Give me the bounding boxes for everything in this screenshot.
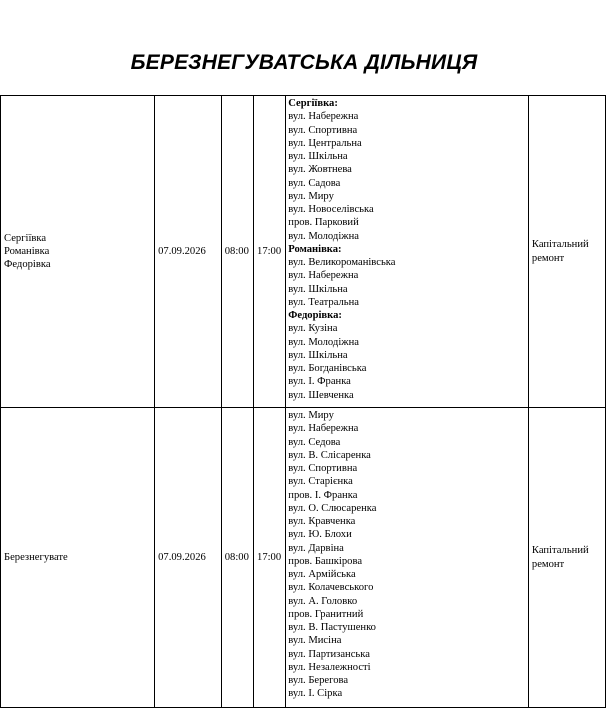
street-item: вул. О. Слюсаренка	[288, 502, 377, 514]
time-end-cell: 17:00	[254, 408, 286, 708]
street-item: вул. Шевченка	[288, 389, 354, 401]
table-row	[1, 408, 606, 708]
street-item: вул. В. Слісаренка	[288, 449, 371, 461]
street-item: вул. Ю. Блохи	[288, 529, 352, 541]
street-item: вул. А. Головко	[288, 595, 358, 607]
street-item: вул. І. Франка	[288, 376, 351, 388]
settlement-name: Березнегувате	[4, 551, 68, 563]
street-item: вул. Великороманівська	[288, 257, 396, 268]
street-item: вул. Старієнка	[288, 476, 353, 488]
street-item: пров. Парковий	[288, 217, 359, 229]
work-type-line: ремонт	[531, 558, 565, 570]
street-item: вул. Армійська	[288, 569, 356, 580]
street-item: вул. Садова	[288, 177, 341, 189]
street-item: вул. Спортивна	[288, 124, 358, 136]
street-item: вул. Кравченка	[288, 516, 356, 527]
street-item: вул. Седова	[288, 436, 341, 448]
work-type-line: Капітальний	[531, 545, 589, 557]
settlements-cell	[1, 408, 155, 708]
streets-cell	[286, 96, 529, 408]
streets-cell	[286, 408, 529, 708]
date-cell: 07.09.2026	[155, 96, 222, 408]
street-item: пров. І. Франка	[288, 489, 358, 501]
street-item: вул. Мисіна	[288, 635, 342, 647]
settlement-header: Романівка:	[288, 243, 342, 255]
outage-schedule-table	[0, 95, 606, 708]
settlement-header: Федорівка:	[288, 310, 342, 321]
street-item: вул. В. Пастушенко	[288, 622, 376, 633]
street-item: пров. Гранитний	[288, 608, 364, 620]
street-item: вул. Набережна	[288, 270, 359, 282]
street-item: вул. Жовтнева	[288, 164, 352, 176]
time-start-cell: 08:00	[221, 96, 253, 408]
street-item: вул. І. Сірка	[288, 688, 343, 700]
time-start-cell: 08:00	[221, 408, 253, 708]
street-item: вул. Набережна	[288, 423, 359, 435]
settlement-name: Федорівка	[4, 259, 51, 271]
street-item: вул. Шкільна	[288, 151, 348, 162]
time-end-cell: 17:00	[254, 96, 286, 408]
street-item: вул. Спортивна	[288, 463, 358, 474]
street-item: вул. Набережна	[288, 111, 359, 123]
street-item: вул. Богданівська	[288, 363, 367, 374]
street-item: вул. Миру	[288, 190, 334, 202]
street-item: вул. Колачевського	[288, 582, 374, 594]
street-item: вул. Миру	[288, 410, 334, 421]
work-type-line: ремонт	[531, 252, 565, 264]
street-item: вул. Новоселівська	[288, 204, 374, 215]
street-item: вул. Шкільна	[288, 349, 348, 361]
street-item: вул. Дарвіна	[288, 542, 344, 554]
street-item: вул. Молодіжна	[288, 336, 359, 348]
street-item: вул. Незалежності	[288, 661, 371, 673]
settlement-header: Сергіївка:	[288, 98, 338, 109]
settlements-cell	[1, 96, 155, 408]
page-title: БЕРЕЗНЕГУВАТСЬКА ДІЛЬНИЦЯ	[130, 51, 478, 74]
work-type-cell	[528, 408, 605, 708]
street-item: пров. Башкірова	[288, 555, 363, 567]
street-item: вул. Берегова	[288, 675, 349, 686]
street-item: вул. Центральна	[288, 137, 362, 149]
street-item: вул. Шкільна	[288, 283, 348, 295]
street-item: вул. Партизанська	[288, 648, 370, 660]
date-cell: 07.09.2026	[155, 408, 222, 708]
settlement-name: Сергіївка	[4, 232, 47, 244]
work-type-line: Капітальний	[531, 239, 589, 251]
settlement-name: Романівка	[4, 245, 50, 257]
street-item: вул. Кузіна	[288, 323, 338, 335]
street-item: вул. Театральна	[288, 296, 360, 308]
street-item: вул. Молодіжна	[288, 230, 359, 242]
work-type-cell	[528, 96, 605, 408]
table-row	[1, 96, 606, 408]
